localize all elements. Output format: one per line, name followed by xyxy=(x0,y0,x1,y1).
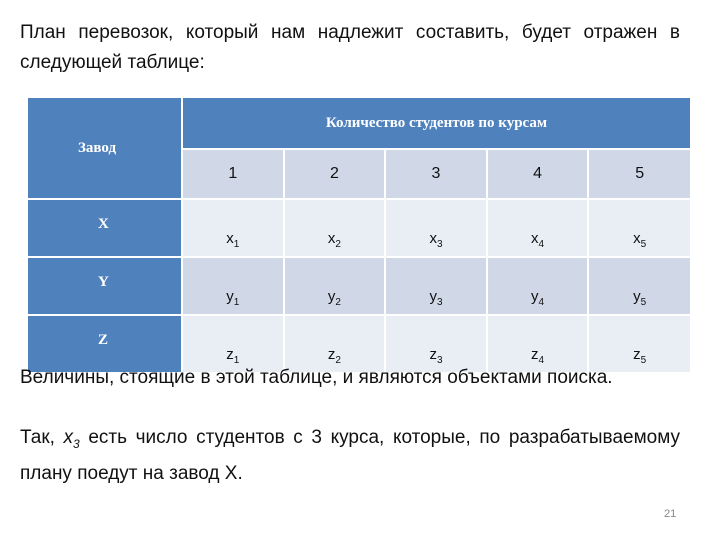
table-cell: $y_3$ xyxy=(385,257,487,315)
transport-plan-table xyxy=(28,98,690,372)
course-number: 2 xyxy=(284,149,386,199)
table-cell: $y_1$ xyxy=(182,257,284,315)
table-cell: $x_5$ xyxy=(588,199,690,257)
table-cell: $x_3$ xyxy=(385,199,487,257)
row-label-factory: Z xyxy=(28,315,182,372)
course-number: 4 xyxy=(487,149,589,199)
table-cell: $y_5$ xyxy=(588,257,690,315)
table-cell: $y_2$ xyxy=(284,257,386,315)
page-number: 21 xyxy=(664,508,677,520)
outro-paragraph-1: Величины, стоящие в этой таблице, и являются объектами поиска. xyxy=(20,367,613,388)
table-cell: $x_1$ xyxy=(182,199,284,257)
table-cell: $y_4$ xyxy=(487,257,589,315)
table-cell: $x_2$ xyxy=(284,199,386,257)
table-cell: $z_5$ xyxy=(588,315,690,372)
outro-paragraph-2: Так, $x_3$ есть число студентов с 3 курса, которые, по разрабатываемому плану поедут на завод X. xyxy=(20,427,680,484)
course-number: 3 xyxy=(385,149,487,199)
table-cell: $z_3$ xyxy=(385,315,487,372)
table-cell: $z_2$ xyxy=(284,315,386,372)
table-cell: $z_1$ xyxy=(182,315,284,372)
table-row xyxy=(28,199,690,257)
row-label-factory: Y xyxy=(28,257,182,315)
table-cell: $z_4$ xyxy=(487,315,589,372)
table-row xyxy=(28,257,690,315)
course-number: 5 xyxy=(588,149,690,199)
course-number: 1 xyxy=(182,149,284,199)
intro-paragraph: План перевозок, который нам надлежит составить, будет отражен в следующей таблице: xyxy=(20,22,680,73)
header-students-by-course: Количество студентов по курсам xyxy=(182,98,690,149)
table-cell: $x_4$ xyxy=(487,199,589,257)
header-factory: Завод xyxy=(28,98,182,199)
variable-x3: $x_3$ xyxy=(63,427,80,451)
row-label-factory: X xyxy=(28,199,182,257)
